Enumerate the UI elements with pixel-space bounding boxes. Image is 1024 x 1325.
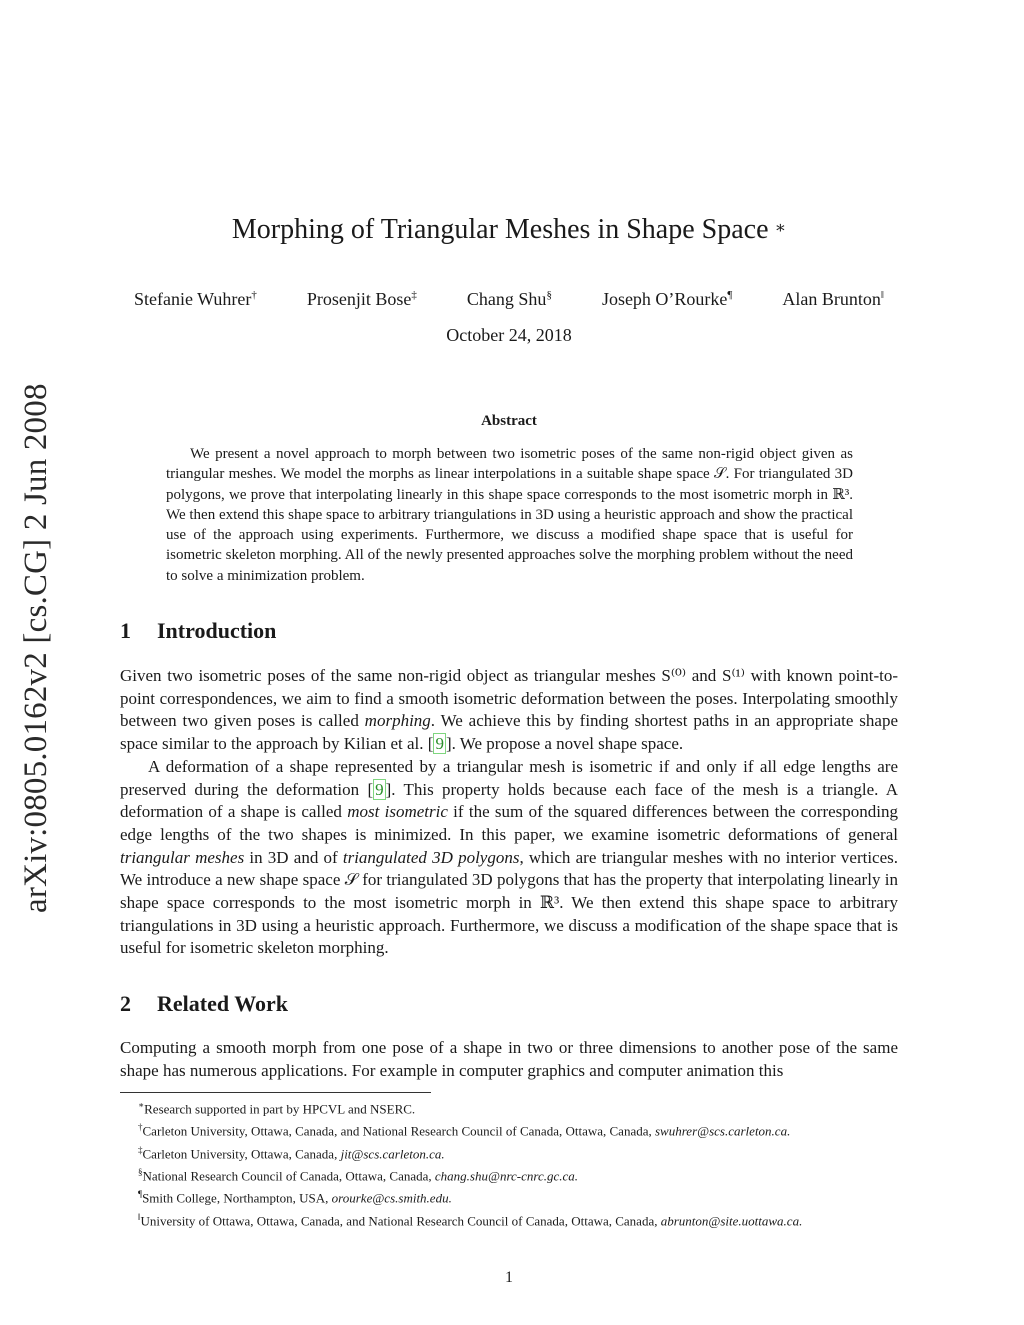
footnote: ∗Research supported in part by HPCVL and NSERC. [138,1100,416,1117]
section-heading-introduction [120,616,276,646]
author: Chang Shu§ [466,289,552,309]
section-title: Related Work [157,991,288,1016]
paper-date: October 24, 2018 [446,325,572,345]
email-link[interactable]: orourke@cs.smith.edu. [331,1190,452,1206]
section-number: 2 [120,991,131,1016]
page-number: 1 [505,1269,513,1286]
footnote: †Carleton University, Ottawa, Canada, and National Research Council of Canada, Ottawa, Canada, swuhrer@scs.carleton.ca. [138,1122,791,1139]
author: Alan Brunton‖ [782,289,884,309]
abstract-heading: Abstract [481,413,537,429]
paper-title [120,212,898,248]
citation-link[interactable]: 9 [435,734,444,754]
footnote: ¶Smith College, Northampton, USA, orourke@cs.smith.edu. [138,1189,452,1206]
abstract-text: We present a novel approach to morph between two isometric poses of the same non-rigid object given as triangular meshes. We model the morphs as linear interpolations in a suitable shape space 𝒮. For triangulated 3D polygons, we prove that interpolating linearly in this shape space corresponds to the most isometric morph in ℝ³. We then extend this shape space to arbitrary triangulations in 3D using a heuristic approach and show the practical use of the approach using experiments. Furthermore, we discuss a modified shape space that is useful for isometric skeleton morphing. All of the newly presented approaches solve the morphing problem without the need to solve a minimization problem. [166,446,853,584]
paragraph: Computing a smooth morph from one pose of a shape in two or three dimensions to another pose of the same shape has numerous applications. For example in computer graphics and computer animation this [120,1038,898,1080]
section-title: Introduction [157,618,277,643]
title-footnote-mark: ∗ [774,218,787,237]
footnote: ‡Carleton University, Ottawa, Canada, jit@scs.carleton.ca. [138,1144,445,1161]
email-link[interactable]: chang.shu@nrc-cnrc.gc.ca. [434,1168,579,1184]
related-work-body [120,1037,898,1082]
author: Stefanie Wuhrer† [134,289,257,309]
title-text: Morphing of Triangular Meshes in Shape Space [231,214,769,245]
footnote: ‖University of Ottawa, Ottawa, Canada, and National Research Council of Canada, Ottawa, Canada, abrunton@site.uottawa.ca. [138,1211,803,1228]
citation-link[interactable]: 9 [375,779,384,799]
footnotes [120,1096,898,1230]
footnote-rule [120,1092,431,1093]
arxiv-identifier: arXiv:0805.0162v2 [cs.CG] 2 Jun 2008 [18,383,54,913]
paragraph: A deformation of a shape represented by a triangular mesh is isometric if and only if all edge lengths are preserved during the deformation [ 9 ]. This property holds because each face of the mesh is a triangle. A deformation of a shape is called most isometric if the sum of the squared differences between the corresponding edge lengths of the two shapes is minimized. In this paper, we examine isometric deformations of general triangular meshes in 3D and of triangulated 3D polygons, which are triangular meshes with no interior vertices. We introduce a new shape space 𝒮 for triangulated 3D polygons that has the property that interpolating linearly in shape space corresponds to the most isometric morph in ℝ³. We then extend this shape space to arbitrary triangulations in 3D using a heuristic approach. Furthermore, we discuss a modification of the shape space that is useful for isometric skeleton morphing. [120,756,899,958]
author: Joseph O’Rourke¶ [601,289,733,309]
email-link[interactable]: swuhrer@scs.carleton.ca. [655,1123,791,1139]
email-link[interactable]: abrunton@site.uottawa.ca. [660,1212,803,1228]
section-heading-related-work [120,989,288,1019]
paragraph: Given two isometric poses of the same non-rigid object as triangular meshes S⁽⁰⁾ and S⁽¹⁾ with known point-to-point correspondences, we aim to find a smooth isometric deformation between the poses. Interpolating smoothly between two given poses is called morphing. We achieve this by finding shortest paths in an appropriate shape space similar to the approach by Kilian et al. [ 9 ]. We propose a novel shape space. [120,666,898,754]
author-list [120,282,898,312]
author: Prosenjit Bose‡ [306,289,417,309]
introduction-body [120,665,898,960]
email-link[interactable]: jit@scs.carleton.ca. [340,1145,445,1161]
footnote: §National Research Council of Canada, Ottawa, Canada, chang.shu@nrc-cnrc.gc.ca. [138,1166,579,1184]
section-number: 1 [120,618,131,643]
